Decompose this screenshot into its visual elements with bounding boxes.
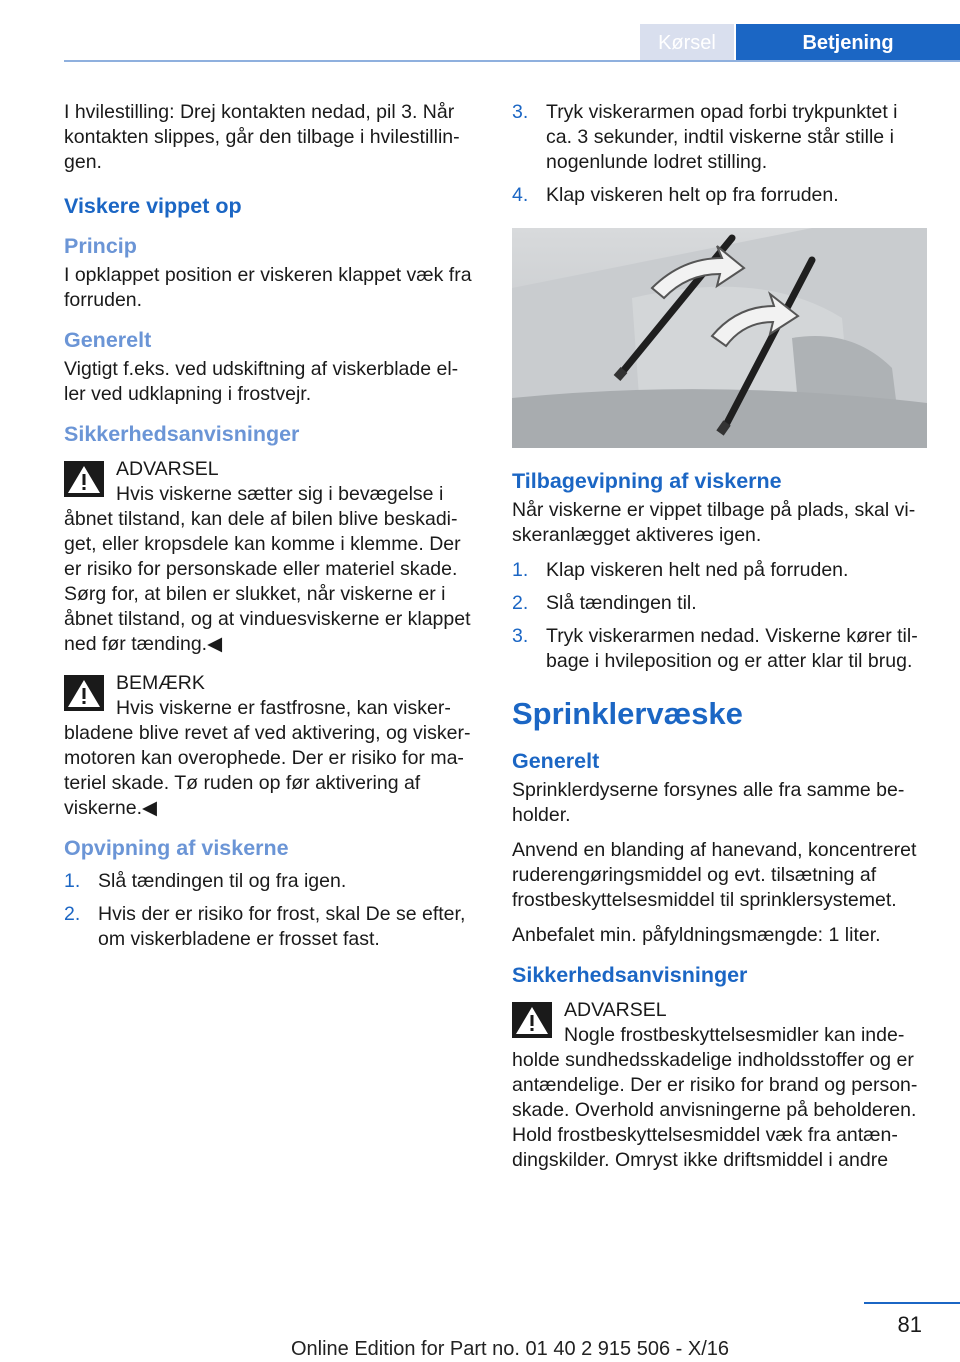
- list-text: Klap viskeren helt op fra forruden.: [546, 184, 839, 206]
- warning-bemaerk: [64, 671, 479, 821]
- heading-opvipning: Opvipning af viskerne: [64, 836, 289, 860]
- list-number: 1.: [64, 870, 81, 892]
- heading-princip: Princip: [64, 234, 137, 258]
- intro-paragraph: I hvilestilling: Drej kontakten nedad, pil 3. Når kontakten slippes, går den tilbage i hvilestillin‐gen.: [64, 101, 460, 173]
- list-number: 1.: [512, 559, 529, 581]
- list-item: [512, 100, 927, 175]
- header-rule: [64, 60, 960, 62]
- steps-opvipning: [64, 869, 479, 952]
- list-item: [512, 591, 927, 616]
- list-item: [64, 902, 479, 952]
- warning-triangle-icon: [64, 461, 104, 497]
- sprinkler-p1: Sprinklerdyserne forsynes alle fra samme be‐holder.: [512, 779, 905, 826]
- sprinkler-p2: Anvend en blanding af hanevand, koncentreret ruderengøringsmiddel og evt. tilsætning af frostbeskyttelsesmiddel til sprinklersystemet.: [512, 839, 917, 911]
- heading-wipers-up: Viskere vippet op: [64, 194, 242, 218]
- warning-label: ADVARSEL: [116, 458, 219, 480]
- warning-advarsel-sprinkler: [512, 998, 927, 1173]
- list-text: Tryk viskerarmen nedad. Viskerne kører til‐bage i hvileposition og er atter klar til brug.: [546, 625, 918, 672]
- footer-edition: Online Edition for Part no. 01 40 2 915 506 - X/16: [290, 1338, 730, 1360]
- heading-sprinkler: Sprinklervæske: [512, 696, 743, 731]
- warning-label: ADVARSEL: [564, 999, 667, 1021]
- list-text: Hvis der er risiko for frost, skal De se efter, om viskerbladene er frosset fast.: [98, 903, 466, 950]
- warning-advarsel: [64, 457, 479, 657]
- list-number: 3.: [512, 625, 529, 647]
- header-tab-korsel: Kørsel: [640, 24, 734, 62]
- heading-tilbage: Tilbagevipning af viskerne: [512, 469, 782, 493]
- list-item: [512, 183, 927, 208]
- warning-label: BEMÆRK: [116, 672, 205, 694]
- left-column: [64, 100, 479, 962]
- steps-tilbage: [512, 558, 927, 674]
- list-text: Slå tændingen til og fra igen.: [98, 870, 347, 892]
- heading-safety: Sikkerhedsanvisninger: [64, 422, 300, 446]
- list-number: 2.: [512, 592, 529, 614]
- warning-text: Hvis viskerne sætter sig i bevægelse i åbnet tilstand, kan dele af bilen blive beskadi‐get, eller kropsdele kan komme i klemme. Der er risiko for personskade eller materiel skade. Sørg for, at bilen er slukket, når viskerne er i åbnet tilstand, og at vinduesviskerne er klappet ned før tænding.◀: [64, 483, 471, 655]
- page-number: 81: [897, 1312, 922, 1337]
- footer-rule: [864, 1302, 960, 1304]
- list-item: [512, 558, 927, 583]
- wiper-illustration: [512, 228, 927, 448]
- list-text: Slå tændingen til.: [546, 592, 697, 614]
- list-number: 2.: [64, 903, 81, 925]
- list-text: Tryk viskerarmen opad forbi trykpunktet i ca. 3 sekunder, indtil viskerne står stille i nogenlunde lodret stilling.: [546, 101, 898, 173]
- list-number: 4.: [512, 184, 529, 206]
- list-item: [64, 869, 479, 894]
- header-tab-betjening: Betjening: [736, 24, 960, 62]
- right-column: [512, 100, 927, 1187]
- heading-generelt-sprinkler: Generelt: [512, 749, 600, 773]
- steps-opvipning-cont: [512, 100, 927, 208]
- warning-text: Nogle frostbeskyttelsesmidler kan inde‐holde sundhedsskadelige indholdsstoffer og er antændelige. Der er risiko for brand og person‐skade. Overhold anvisningerne på beholderen. Hold frostbeskyttelsesmiddel væk fra antæn‐dingskilder. Omryst ikke driftsmiddel i andre: [512, 1024, 918, 1171]
- list-item: [512, 624, 927, 674]
- heading-safety-sprinkler: Sikkerhedsanvisninger: [512, 963, 748, 987]
- warning-text: Hvis viskerne er fastfrosne, kan visker‐bladene blive revet af ved aktivering, og visker‐motoren kan overophede. Der er risiko for ma‐teriel skade. Tø ruden op før aktivering af viskerne.◀: [64, 697, 471, 819]
- tilbage-paragraph: Når viskerne er vippet tilbage på plads, skal vi‐skeranlægget aktiveres igen.: [512, 499, 916, 546]
- warning-triangle-icon: [512, 1002, 552, 1038]
- list-text: Klap viskeren helt ned på forruden.: [546, 559, 849, 581]
- warning-triangle-icon: [64, 675, 104, 711]
- heading-generelt: Generelt: [64, 328, 152, 352]
- princip-paragraph: I opklappet position er viskeren klappet væk fra forruden.: [64, 264, 472, 311]
- generelt-paragraph: Vigtigt f.eks. ved udskiftning af viskerblade el‐ler ved udklapning i frostvejr.: [64, 358, 459, 405]
- list-number: 3.: [512, 101, 529, 123]
- sprinkler-p3: Anbefalet min. påfyldningsmængde: 1 liter.: [512, 924, 881, 946]
